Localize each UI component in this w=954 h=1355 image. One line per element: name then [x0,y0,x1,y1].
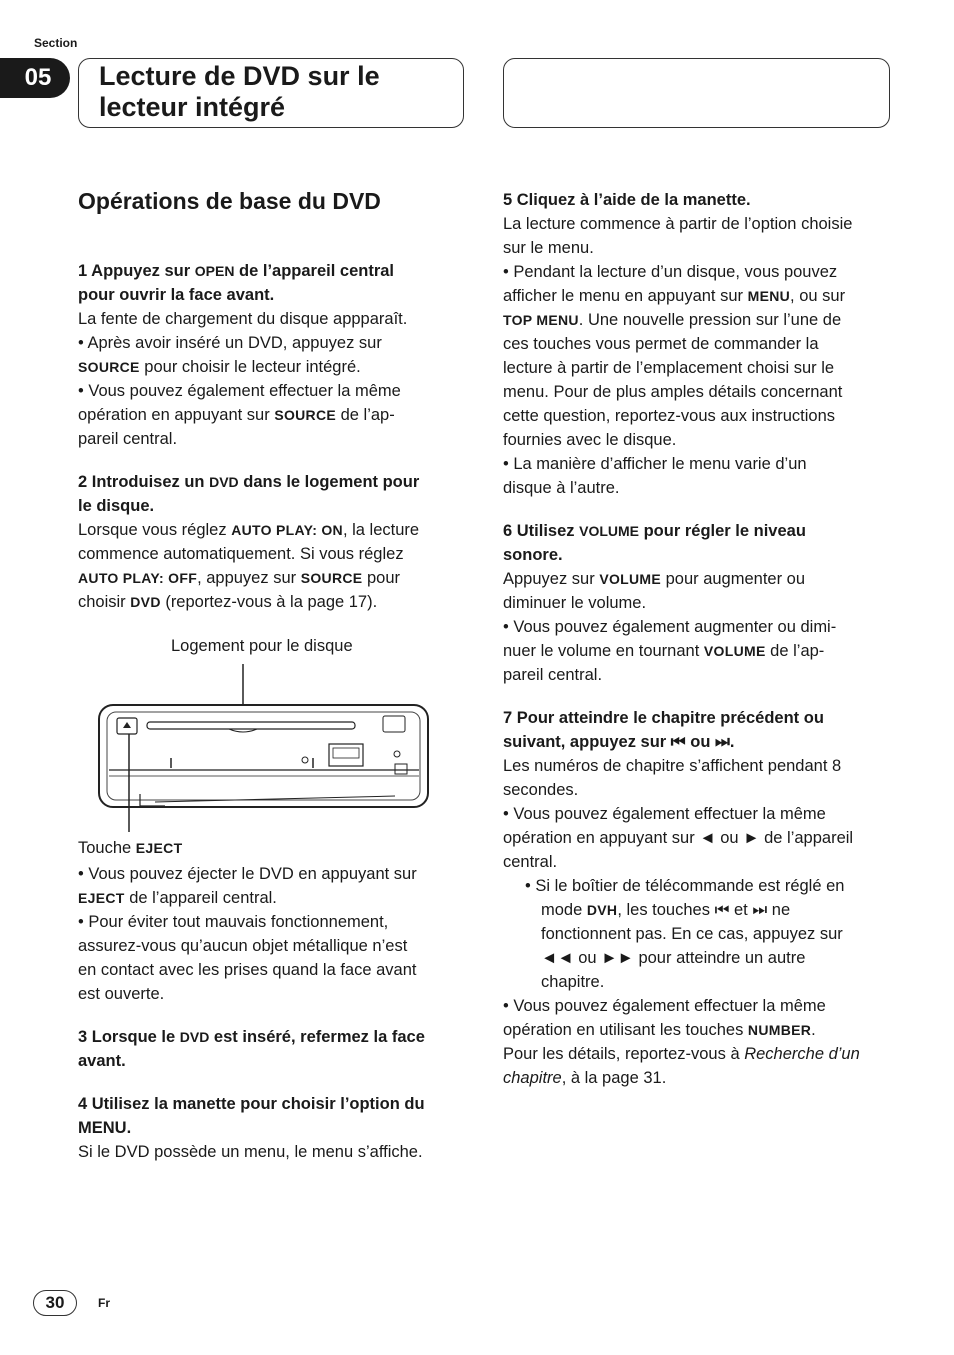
step-7-heading-cont: suivant, appuyez sur ⏮ ou ⏭. [503,733,735,751]
skip-back-icon: ⏮ [714,901,730,919]
step-1-bullet-2: • Vous pouvez également effectuer la même [78,382,401,400]
step-2-heading: 2 Introduisez un DVD dans le logement pour [78,473,420,491]
eject-bullet-2-l4: est ouverte. [78,985,165,1003]
step-2-heading-cont: le disque. [78,497,155,515]
step-5-text-1-cont: sur le menu. [503,239,594,257]
step-1-text: La fente de chargement du disque appparaît. [78,310,408,328]
language-code: Fr [98,1296,110,1310]
step-5-heading: 5 Cliquez à l’aide de la manette. [503,191,751,209]
right-arrow-icon: ► [743,829,760,847]
eject-bullet-2-l3: en contact avec les prises quand la face avant [78,961,417,979]
step-5-bullet-1-l8: fournies avec le disque. [503,431,677,449]
step-6-text-1: Appuyez sur VOLUME pour augmenter ou [503,570,806,588]
step-6-heading: 6 Utilisez VOLUME pour régler le niveau [503,522,806,540]
step-6-bullet-l3: pareil central. [503,666,603,684]
step-5-bullet-1-l2: afficher le menu en appuyant sur MENU, ou sur [503,287,846,305]
fast-forward-icon: ►► [601,949,634,967]
skip-forward-icon: ⏭ [752,901,768,919]
chapter-title [78,58,464,128]
rewind-icon: ◄◄ [541,949,574,967]
section-number-tab: 05 [0,58,70,98]
step-1-heading-cont: pour ouvrir la face avant. [78,286,275,304]
step-5-bullet-1-l7: cette question, reportez-vous aux instructions [503,407,836,425]
step-7-subbullet-l5: chapitre. [541,973,605,991]
step-1-bullet-1: • Après avoir inséré un DVD, appuyez sur [78,334,382,352]
step-7-subbullet-l2: mode DVH, les touches ⏮ et ⏭ ne [541,901,791,919]
step-5-bullet-2: • La manière d’afficher le menu varie d’un [503,455,807,473]
step-7-subbullet: • Si le boîtier de télécommande est réglé en [525,877,845,895]
dvd-unit-illustration [95,660,435,835]
section-label: Section [34,36,78,50]
step-7-text-2: secondes. [503,781,579,799]
chapter-title-line1: Lecture de DVD sur le [99,61,380,91]
step-2-text-4: choisir DVD (reportez-vous à la page 17). [78,593,378,611]
step-3-heading: 3 Lorsque le DVD est inséré, refermez la face [78,1028,425,1046]
step-2-text-3: AUTO PLAY: OFF, appuyez sur SOURCE pour [78,569,401,587]
eject-bullet-2: • Pour éviter tout mauvais fonctionnement, [78,913,389,931]
step-2-text-1: Lorsque vous réglez AUTO PLAY: ON, la lecture [78,521,420,539]
skip-forward-icon: ⏭ [714,733,730,751]
page-number: 30 [33,1290,77,1316]
step-5-text-1: La lecture commence à partir de l’option choisie [503,215,853,233]
disc-slot-caption: Logement pour le disque [171,637,353,655]
step-7-text-1: Les numéros de chapitre s’affichent pendant 8 [503,757,842,775]
step-2-text-2: commence automatiquement. Si vous réglez [78,545,404,563]
step-5-bullet-1-l6: menu. Pour de plus amples détails concernant [503,383,843,401]
step-7-subbullet-l3: fonctionnent pas. En ce cas, appuyez sur [541,925,843,943]
step-6-bullet: • Vous pouvez également augmenter ou dimi- [503,618,837,636]
step-5-bullet-1: • Pendant la lecture d’un disque, vous pouvez [503,263,838,281]
step-6-text-2: diminuer le volume. [503,594,647,612]
step-3-heading-cont: avant. [78,1052,126,1070]
step-1-bullet-2-cont: opération en appuyant sur SOURCE de l’ap- [78,406,395,424]
step-6-bullet-l2: nuer le volume en tournant VOLUME de l’ap- [503,642,825,660]
right-column [503,188,895,1090]
step-7-bullet-2-l2: opération en utilisant les touches NUMBER. [503,1021,816,1039]
left-column-top [78,259,464,614]
step-5-bullet-2-cont: disque à l’autre. [503,479,620,497]
eject-bullet-1: • Vous pouvez éjecter le DVD en appuyant sur [78,865,417,883]
eject-bullet-2-l2: assurez-vous qu’aucun objet métallique n’est [78,937,408,955]
step-5-bullet-1-l4: ces touches vous permet de commander la [503,335,819,353]
step-1-bullet-2-end: pareil central. [78,430,178,448]
step-7-bullet-2: • Vous pouvez également effectuer la même [503,997,826,1015]
step-4-heading-cont: MENU. [78,1119,132,1137]
step-7-bullet-1-l3: central. [503,853,558,871]
step-7-bullet-1: • Vous pouvez également effectuer la même [503,805,826,823]
eject-bullet-1-cont: EJECT de l’appareil central. [78,889,277,907]
skip-back-icon: ⏮ [670,733,686,751]
step-6-heading-cont: sonore. [503,546,563,564]
section-heading: Opérations de base du DVD [78,188,381,214]
eject-caption: Touche EJECT [78,839,183,857]
step-4-heading: 4 Utilisez la manette pour choisir l’option du [78,1095,425,1113]
step-7-bullet-2-l4: chapitre, à la page 31. [503,1069,667,1087]
step-7-subbullet-l4: ◄◄ ou ►► pour atteindre un autre [541,949,806,967]
step-1-heading: 1 Appuyez sur OPEN de l’appareil central [78,262,394,280]
step-7-heading: 7 Pour atteindre le chapitre précédent ou [503,709,824,727]
chapter-title-line2: lecteur intégré [99,92,286,122]
left-column-bottom [78,862,464,1164]
step-7-bullet-1-l2: opération en appuyant sur ◄ ou ► de l’appareil [503,829,854,847]
step-1-bullet-1-cont: SOURCE pour choisir le lecteur intégré. [78,358,361,376]
front-panel-outline [99,705,428,807]
step-4-text: Si le DVD possède un menu, le menu s’affiche. [78,1143,423,1161]
step-5-bullet-1-l3: TOP MENU. Une nouvelle pression sur l’une de [503,311,842,329]
left-arrow-icon: ◄ [699,829,716,847]
step-7-bullet-2-l3: Pour les détails, reportez-vous à Recherche d’un [503,1045,860,1063]
empty-title-box [503,58,890,128]
step-5-bullet-1-l5: lecture à partir de l’emplacement choisi sur le [503,359,835,377]
